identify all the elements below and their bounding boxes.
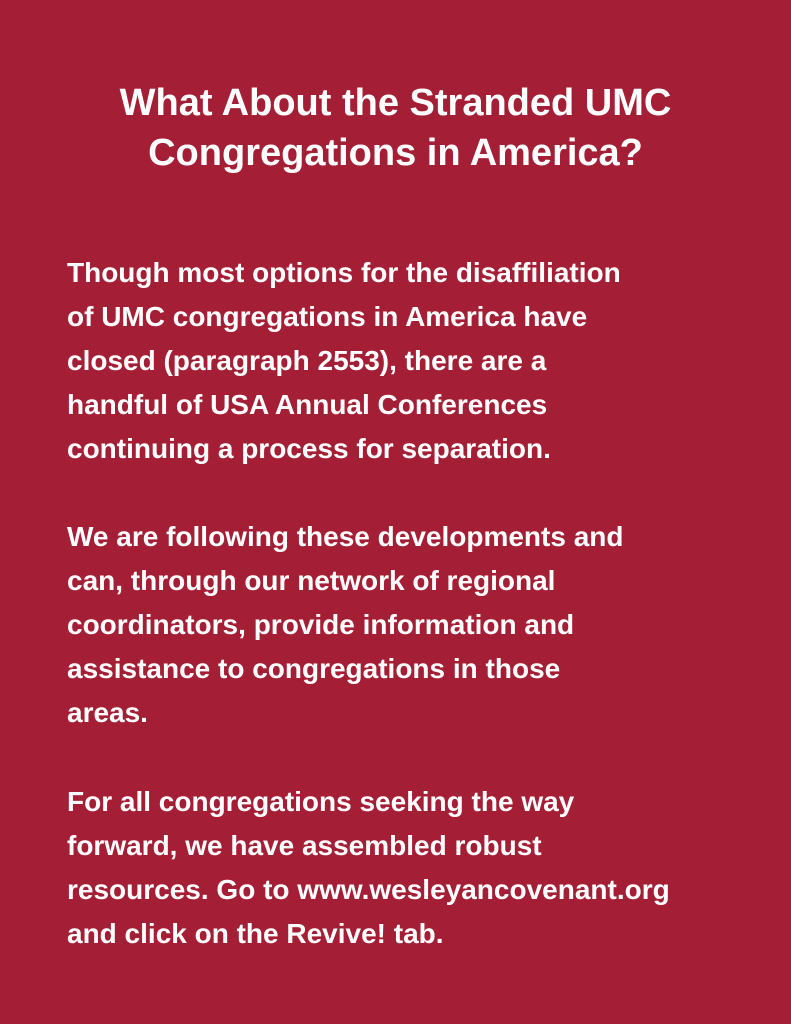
paragraph-line: and click on the Revive! tab.	[67, 918, 444, 949]
paragraph-line: Though most options for the disaffiliation	[67, 257, 621, 288]
title-line: Congregations in America?	[148, 132, 643, 174]
paragraph-line: forward, we have assembled robust	[67, 830, 542, 861]
paragraph-line: For all congregations seeking the way	[67, 786, 575, 817]
paragraph-line: closed (paragraph 2553), there are a	[67, 345, 547, 376]
paragraph-line: can, through our network of regional	[67, 565, 556, 596]
paragraph-resources	[67, 780, 757, 956]
paragraph-line: resources. Go to www.wesleyancovenant.org	[67, 874, 670, 905]
title-line: What About the Stranded UMC	[119, 82, 672, 124]
paragraph-developments	[67, 515, 757, 735]
paragraph-line: of UMC congregations in America have	[67, 301, 588, 332]
page-title	[0, 78, 791, 178]
paragraph-disaffiliation	[67, 251, 757, 471]
paragraph-line: handful of USA Annual Conferences	[67, 389, 548, 420]
paragraph-line: We are following these developments and	[67, 521, 624, 552]
paragraph-line: areas.	[67, 697, 148, 728]
paragraph-line: coordinators, provide information and	[67, 609, 575, 640]
paragraph-line: assistance to congregations in those	[67, 653, 561, 684]
paragraph-line: continuing a process for separation.	[67, 433, 551, 464]
